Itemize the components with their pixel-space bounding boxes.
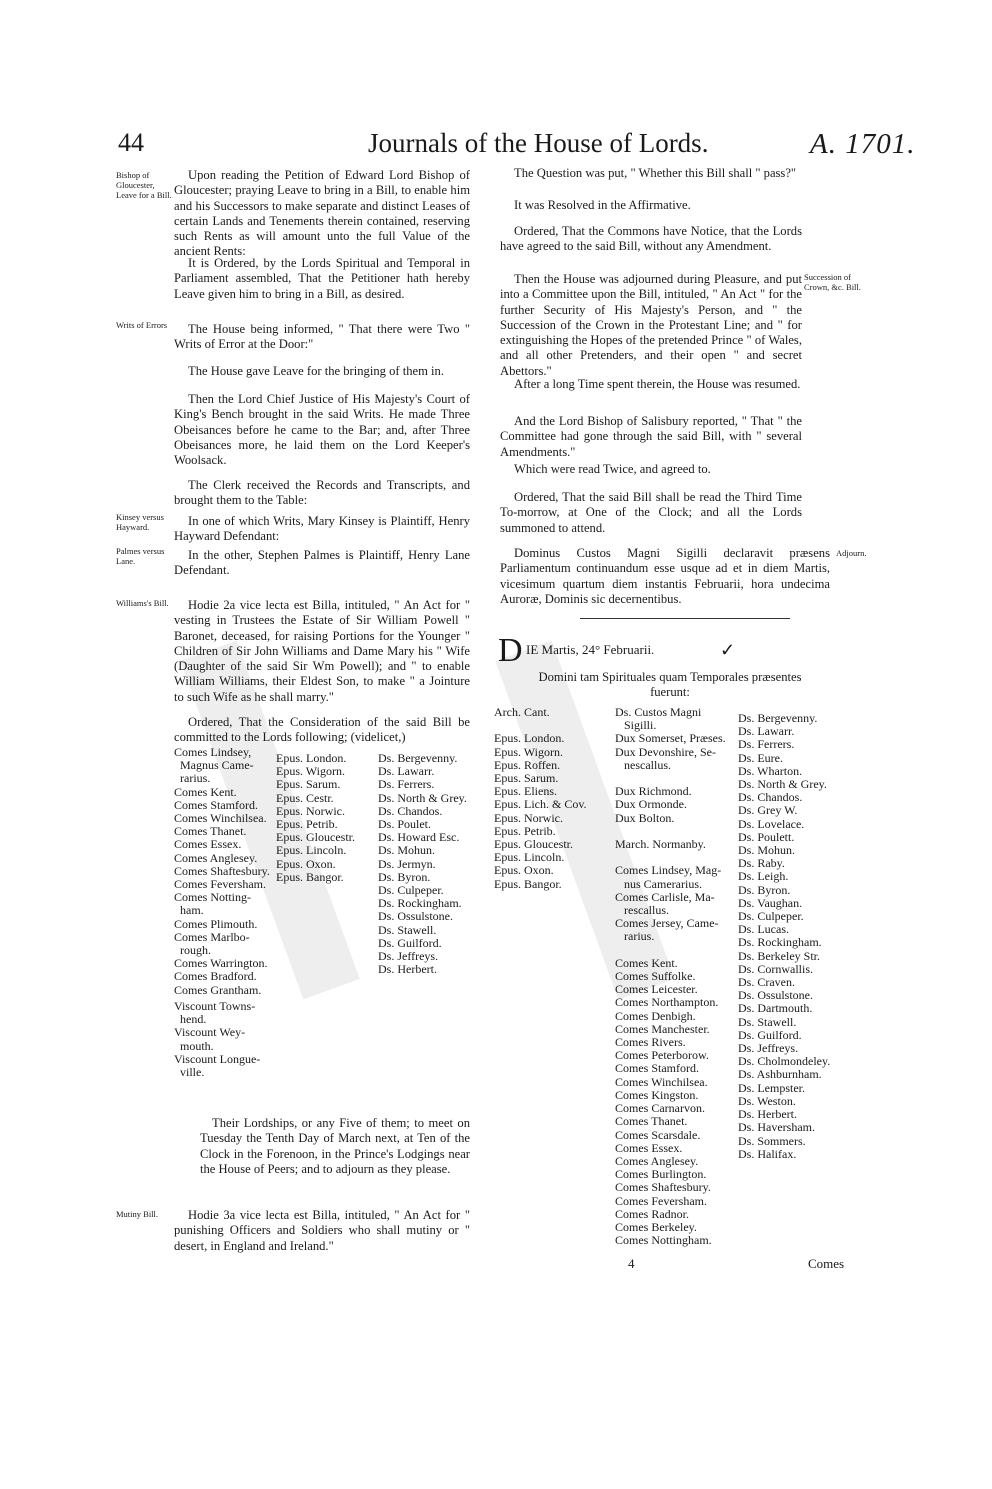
paragraph-salisbury-report: And the Lord Bishop of Salisbury reported, " That " the Committee had gone through the said Bill, with " several Amendments." [500,414,802,459]
catchword: Comes [808,1256,845,1271]
check-mark: ✓ [720,640,736,660]
attendee: Ds. Ossulstone. [738,988,814,1003]
attendee: Dux Devonshire, Se- [615,744,716,759]
committee-member: ham. [174,903,204,918]
committee-member: Comes Lindsey, [174,745,252,759]
attendee [615,944,745,957]
committee-ds-list [378,752,488,976]
committee-member: Ds. Herbert. [378,962,437,977]
committee-member: Comes Grantham. [174,982,262,997]
committee-member: Ds. Jermyn. [378,856,436,871]
committee-member: Comes Stamford. [174,797,258,812]
committee-member: Epus. Petrib. [276,817,338,832]
attendee: Ds. Sommers. [738,1133,806,1148]
committee-member: Ds. Mohun. [378,843,436,858]
committee-member: rarius. [174,771,211,786]
committee-member: Comes Warrington. [174,956,268,971]
attendee: Ds. Cornwallis. [738,961,813,976]
attendee: Ds. Bergevenny. [738,711,818,725]
committee-member: mouth. [174,1038,214,1053]
attendee: Epus. Lincoln. [494,850,565,865]
committee-member: hend. [174,1012,207,1027]
attendee: Ds. Halifax. [738,1146,797,1161]
attendee: Epus. Lich. & Cov. [494,797,587,812]
attendee: Ds. North & Grey. [738,777,827,792]
attendee: Epus. Bangor. [494,876,562,891]
attendee: Epus. Gloucestr. [494,837,573,852]
attendance-col-dukes-earls [615,706,745,1247]
attendee: Comes Lindsey, Mag- [615,863,722,878]
paragraph-read-twice: Which were read Twice, and agreed to. [514,462,711,476]
attendee: Ds. Chandos. [738,790,803,805]
attendee: Ds. Haversham. [738,1120,815,1135]
attendee: Ds. Culpeper. [738,909,804,924]
committee-member: Epus. Sarum. [276,777,341,792]
paragraph-petition: Upon reading the Petition of Edward Lord Bishop of Gloucester; praying Leave to bring in a Bill, to enable him and his Successors to make separate and distinct Leases of certain Lands and Tenements therein contained, reserving such Rents as will amount unto the full Value of the ancient Rents: [174,168,470,259]
attendee: Comes Manchester. [615,1021,710,1036]
page-year: A. 1701. [810,128,916,160]
attendee: Comes Thanet. [615,1114,688,1129]
committee-viscount-list [174,1000,284,1079]
committee-member: Viscount Longue- [174,1051,261,1066]
attendee: Ds. Vaughan. [738,895,803,910]
attendee: Ds. Lovelace. [738,816,805,831]
margin-note-kinsey: Kinsey versus Hayward. [116,512,164,532]
paragraph-chief-justice: Then the Lord Chief Justice of His Majesty's Court of King's Bench brought in the said Writs. He made Three Obeisances before he came to the Bar; and, after Three Obeisances more, he laid them on the Lord Keeper's Woolsack. [174,392,470,468]
committee-member: Epus. Gloucestr. [276,830,355,845]
attendee: Dux Bolton. [615,810,675,825]
attendee: March. Normanby. [615,837,706,852]
committee-member: Ds. Chandos. [378,803,443,818]
committee-member: Ds. Ossulstone. [378,909,454,924]
committee-member: Ds. Ferrers. [378,777,435,792]
attendee: Ds. Lucas. [738,922,789,937]
attendee: Ds. Dartmouth. [738,1001,813,1016]
paragraph-question-put: The Question was put, " Whether this Bill shall " pass?" [514,166,797,180]
committee-member: Comes Bradford. [174,969,257,984]
paragraph-committee-succession: Then the House was adjourned during Pleasure, and put into a Committee upon the Bill, intituled, " An Act " for the further Security of His Majesty's Person, and " the Succession of the Crown in the Protestant Line; and " for extinguishing the Hopes of the pretended Prince " of Wales, and all other Pretenders, and their open " and secret Abettors." [500,272,802,378]
paragraph-third-time: Ordered, That the said Bill shall be read the Third Time To-morrow, at One of the Clock; and all the Lords summoned to attend. [500,490,802,535]
attendee: Ds. Raby. [738,856,785,871]
margin-note-mutiny: Mutiny Bill. [116,1209,159,1219]
paragraph-kinsey: In one of which Writs, Mary Kinsey is Plaintiff, Henry Hayward Defendant: [174,514,470,544]
attendee: Ds. Craven. [738,975,795,990]
signature-mark: 4 [628,1256,635,1271]
attendee: Comes Berkeley. [615,1219,697,1234]
paragraph-ordered-committee: Ordered, That the Consideration of the said Bill be committed to the Lords following; (videlicet,) [174,715,470,745]
attendee: Ds. Weston. [738,1093,796,1108]
attendee: Ds. Ferrers. [738,737,795,752]
committee-member: Viscount Towns- [174,999,256,1013]
committee-member: Comes Notting- [174,890,251,905]
attendee: Comes Stamford. [615,1061,699,1076]
page-title: Journals of the House of Lords. [368,128,709,158]
committee-member: Comes Winchilsea. [174,811,267,826]
paragraph-writs-informed: The House being informed, " That there were Two " Writs of Error at the Door:" [174,322,470,352]
attendee: Ds. Herbert. [738,1107,797,1122]
attendee: Ds. Berkeley Str. [738,948,820,963]
paragraph-palmes: In the other, Stephen Palmes is Plaintiff, Henry Lane Defendant. [174,548,470,578]
attendee: Ds. Eure. [738,750,783,765]
committee-member: Epus. Oxon. [276,856,336,871]
margin-note-writs: Writs of Errors [116,320,168,330]
margin-note-succession: Succession of Crown, &c. Bill. [804,272,861,292]
attendee: Ds. Cholmondeley. [738,1054,831,1069]
attendee: Dux Ormonde. [615,797,687,812]
attendee: Epus. Sarum. [494,771,559,786]
committee-member: Epus. Cestr. [276,790,334,805]
attendee: Ds. Guilford. [738,1027,802,1042]
paragraph-domini-present: Domini tam Spirituales quam Temporales præsentes fuerunt: [538,670,802,700]
section-divider [580,618,790,619]
attendee: Comes Suffolke. [615,969,696,984]
attendee: Comes Shaftesbury. [615,1180,711,1195]
attendee: Comes Carlisle, Ma- [615,889,715,904]
attendee: Epus. Oxon. [494,863,554,878]
committee-member: Ds. Bergevenny. [378,751,458,765]
attendee: Ds. Grey W. [738,803,798,818]
attendee: Epus. Wigorn. [494,744,563,759]
committee-epus-list [276,752,376,884]
attendee: Ds. Custos Magni [615,705,702,719]
attendee: Epus. Eliens. [494,784,557,799]
attendee: Dux Somerset, Præses. [615,731,726,746]
margin-note-palmes: Palmes versus Lane. [116,546,165,566]
committee-member: Comes Thanet. [174,824,247,839]
committee-member: Ds. North & Grey. [378,790,467,805]
attendee: Comes Carnarvon. [615,1101,705,1116]
committee-member: Ds. Howard Esc. [378,830,460,845]
committee-member: Ds. Lawarr. [378,764,435,779]
date-heading: IE Martis, 24° Februarii. [526,642,655,657]
committee-member: Comes Shaftesbury. [174,863,270,878]
attendee: Comes Feversham. [615,1193,707,1208]
attendee: rescallus. [615,903,669,918]
attendee: Comes Northampton. [615,995,719,1010]
committee-member: Ds. Culpeper. [378,883,444,898]
attendee: Ds. Mohun. [738,843,796,858]
attendee: Arch. Cant. [494,705,550,719]
paragraph-house-resumed: After a long Time spent therein, the House was resumed. [514,377,801,391]
attendee: Comes Denbigh. [615,1008,696,1023]
committee-member: Epus. Wigorn. [276,764,345,779]
committee-member: Ds. Poulet. [378,817,432,832]
attendee: Ds. Leigh. [738,869,789,884]
committee-member: Comes Feversham. [174,877,266,892]
attendee: nescallus. [615,757,671,772]
attendee: Comes Winchilsea. [615,1074,708,1089]
drop-cap: D [498,632,523,669]
attendee: Comes Peterborow. [615,1048,709,1063]
committee-member: Epus. Norwic. [276,803,345,818]
attendee: Epus. Norwic. [494,810,563,825]
attendee: Comes Essex. [615,1140,683,1155]
attendee: Ds. Byron. [738,882,791,897]
committee-member: Magnus Came- [174,758,254,773]
attendee: Comes Jersey, Came- [615,916,719,931]
attendance-col-barons [738,712,868,1161]
paragraph-ordered-leave: It is Ordered, by the Lords Spiritual and Temporal in Parliament assembled, That the Petitioner hath hereby Leave given him to bring in a Bill, as desired. [174,256,470,301]
margin-note-williams: Williams's Bill. [116,598,169,608]
committee-member: ville. [174,1065,205,1080]
committee-member: Ds. Jeffreys. [378,949,439,964]
committee-member: Ds. Stawell. [378,922,437,937]
committee-member: Epus. Lincoln. [276,843,347,858]
committee-member: Epus. London. [276,751,347,765]
attendee: nus Camerarius. [615,876,702,891]
attendance-col-spiritual [494,706,614,891]
paragraph-mutiny-bill: Hodie 3a vice lecta est Billa, intituled, " An Act for " punishing Officers and Soldiers who shall mutiny or " desert, in England and Ireland." [174,1208,470,1253]
attendee: Epus. Roffen. [494,757,561,772]
attendee: Ds. Wharton. [738,763,803,778]
committee-member: Ds. Byron. [378,869,431,884]
committee-member: rough. [174,943,211,958]
page-number: 44 [118,128,144,157]
attendee: Sigilli. [615,718,657,733]
attendee: Comes Leicester. [615,982,698,997]
attendee: Ds. Stawell. [738,1014,797,1029]
committee-member: Comes Plimouth. [174,916,258,931]
margin-note-bishop: Bishop of Gloucester, Leave for a Bill. [116,170,172,200]
attendee: Comes Scarsdale. [615,1127,701,1142]
attendee: Comes Kingston. [615,1087,699,1102]
paragraph-gave-leave: The House gave Leave for the bringing of them in. [188,364,444,378]
paragraph-lordships-meet: Their Lordships, or any Five of them; to meet on Tuesday the Tenth Day of March next, at Ten of the Clock in the Forenoon, in the Prince's Lodgings near the House of Peers; and to adjourn as they please. [200,1116,470,1176]
attendee: Comes Radnor. [615,1206,689,1221]
attendee: Epus. Petrib. [494,823,556,838]
committee-member: Epus. Bangor. [276,869,344,884]
attendee: Comes Burlington. [615,1167,707,1182]
attendee: Ds. Poulett. [738,829,795,844]
committee-member: Viscount Wey- [174,1025,246,1040]
attendee: Ds. Jeffreys. [738,1041,799,1056]
attendee: rarius. [615,929,655,944]
paragraph-resolved: It was Resolved in the Affirmative. [514,198,691,212]
attendee: Comes Nottingham. [615,1233,712,1248]
committee-member: Comes Marlbo- [174,929,250,944]
attendee: Ds. Rockingham. [738,935,822,950]
paragraph-adjournment-latin: Dominus Custos Magni Sigilli declaravit præsens Parliamentum continuandum esse usque ad et in diem Martis, vicesimum quartum diem instantis Februarii, hora undecima Auroræ, Dominis sic decernentibus. [500,546,830,606]
attendee: Ds. Ashburnham. [738,1067,822,1082]
committee-comes-list [174,746,284,997]
attendee: Comes Kent. [615,955,678,970]
committee-member: Comes Kent. [174,784,237,799]
attendee: Epus. London. [494,731,565,746]
paragraph-clerk-received: The Clerk received the Records and Transcripts, and brought them to the Table: [174,478,470,508]
attendee: Comes Anglesey. [615,1153,699,1168]
committee-member: Comes Anglesey. [174,850,258,865]
attendee: Ds. Lempster. [738,1080,805,1095]
committee-member: Ds. Guilford. [378,935,442,950]
attendee: Comes Rivers. [615,1035,686,1050]
attendee: Dux Richmond. [615,784,692,799]
committee-member: Ds. Rockingham. [378,896,462,911]
attendee: Ds. Lawarr. [738,724,795,739]
margin-note-adjourn: Adjourn. [836,548,867,558]
committee-member: Comes Essex. [174,837,242,852]
paragraph-williams-bill: Hodie 2a vice lecta est Billa, intituled, " An Act for " vesting in Trustees the Estate of Sir William Powell " Baronet, deceased, for raising Portions for the Younger " Children of Sir John Williams and Dame Mary his " Wife (Daughter of the said Sir Wm Powell); and " to enable William Williams, their Eldest Son, to make " a Jointure to such Wife as he shall marry." [174,598,470,704]
paragraph-commons-notice: Ordered, That the Commons have Notice, that the Lords have agreed to the said Bill, without any Amendment. [500,224,802,254]
